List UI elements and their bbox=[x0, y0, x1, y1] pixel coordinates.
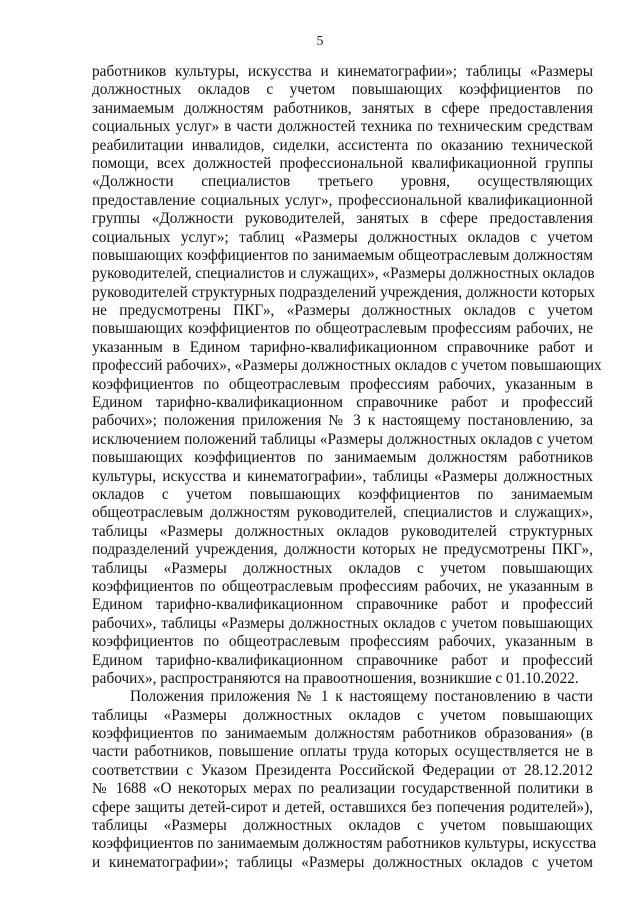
paragraph bbox=[92, 688, 597, 872]
text-line: реабилитации инвалидов, сиделки, ассистента по оказанию технической bbox=[92, 136, 593, 154]
text-line: руководителей, специалистов и служащих», «Размеры должностных окладов bbox=[92, 265, 595, 283]
text-line: повышающих коэффициентов по общеотраслевым профессиям рабочих, не bbox=[92, 320, 593, 338]
text-line: Едином тарифно-квалификационном справочнике работ и профессий bbox=[92, 651, 593, 669]
text-line: «Должности специалистов третьего уровня, осуществляющих bbox=[92, 173, 593, 191]
text-line: коэффициентов по занимаемым должностям работников образования» (в bbox=[92, 725, 593, 743]
text-line: окладов с учетом повышающих коэффициентов по занимаемым bbox=[92, 485, 593, 503]
text-line: сфере защиты детей-сирот и детей, оставшихся без попечения родителей»), bbox=[92, 798, 593, 816]
text-line: коэффициентов по общеотраслевым профессиям рабочих, указанным в bbox=[92, 633, 593, 651]
text-line: Едином тарифно-квалификационном справочнике работ и профессий bbox=[92, 596, 593, 614]
text-line: не предусмотрены ПКГ», «Размеры должностных окладов с учетом bbox=[92, 302, 593, 320]
text-line: коэффициентов по общеотраслевым профессиям рабочих, не указанным в bbox=[92, 577, 593, 595]
paragraphs bbox=[92, 63, 602, 872]
text-line: соответствии с Указом Президента Российской Федерации от 28.12.2012 bbox=[92, 761, 593, 779]
text-line: таблицы «Размеры должностных окладов с учетом повышающих bbox=[92, 559, 593, 577]
page-number: 5 bbox=[316, 34, 324, 49]
text-line: повышающих коэффициентов по занимаемым общеотраслевым должностям bbox=[92, 246, 593, 264]
text-line: повышающих коэффициентов по занимаемым должностям работников bbox=[92, 449, 593, 467]
text-line: должностных окладов с учетом повышающих коэффициентов по bbox=[92, 81, 593, 99]
body-text bbox=[92, 63, 602, 872]
paragraph bbox=[92, 63, 602, 688]
text-line: социальных услуг» в части должностей техника по техническим средствам bbox=[92, 118, 593, 136]
text-line: таблицы «Размеры должностных окладов с учетом повышающих bbox=[92, 706, 593, 724]
text-line: рабочих»; положения приложения № 3 к настоящему постановлению, за bbox=[92, 412, 593, 430]
text-line: таблицы «Размеры должностных окладов с учетом повышающих bbox=[92, 817, 593, 835]
text-line: указанным в Едином тарифно-квалификационном справочнике работ и bbox=[92, 338, 593, 356]
text-line: исключением положений таблицы «Размеры должностных окладов с учетом bbox=[92, 430, 593, 448]
text-line: части работников, повышение оплаты труда которых осуществляется не в bbox=[92, 743, 593, 761]
text-line: культуры, искусства и кинематографии», таблицы «Размеры должностных bbox=[92, 467, 593, 485]
text-line: общеотраслевым должностям руководителей, специалистов и служащих», bbox=[92, 504, 593, 522]
text-line: профессий рабочих», «Размеры должностных окладов с учетом повышающих bbox=[92, 357, 602, 375]
text-line: предоставление социальных услуг», профессиональной квалификационной bbox=[92, 191, 593, 209]
text-line: № 1688 «О некоторых мерах по реализации государственной политики в bbox=[92, 780, 593, 798]
text-line: и кинематографии»; таблицы «Размеры должностных окладов с учетом bbox=[92, 853, 593, 871]
text-line: помощи, всех должностей профессиональной квалификационной группы bbox=[92, 154, 593, 172]
text-line: таблицы «Размеры должностных окладов руководителей структурных bbox=[92, 522, 593, 540]
text-line: руководителей структурных подразделений учреждения, должности которых bbox=[92, 283, 595, 301]
text-line: работников культуры, искусства и кинематографии»; таблицы «Размеры bbox=[92, 63, 593, 80]
text-line: рабочих», распространяются на правоотношения, возникшие с 01.10.2022. bbox=[92, 669, 579, 687]
text-line: подразделений учреждения, должности которых не предусмотрены ПКГ», bbox=[92, 541, 593, 559]
text-line: рабочих», таблицы «Размеры должностных окладов с учетом повышающих bbox=[92, 614, 593, 632]
text-line: коэффициентов по общеотраслевым профессиям рабочих, указанным в bbox=[92, 375, 593, 393]
text-line: группы «Должности руководителей, занятых в сфере предоставления bbox=[92, 210, 593, 228]
text-line: социальных услуг»; таблиц «Размеры должностных окладов с учетом bbox=[92, 228, 593, 246]
text-line: Положения приложения № 1 к настоящему постановлению в части bbox=[130, 688, 593, 706]
text-line: занимаемым должностям работников, занятых в сфере предоставления bbox=[92, 99, 593, 117]
text-line: коэффициентов по занимаемым должностям работников культуры, искусства bbox=[92, 835, 597, 853]
text-line: Едином тарифно-квалификационном справочнике работ и профессий bbox=[92, 394, 593, 412]
